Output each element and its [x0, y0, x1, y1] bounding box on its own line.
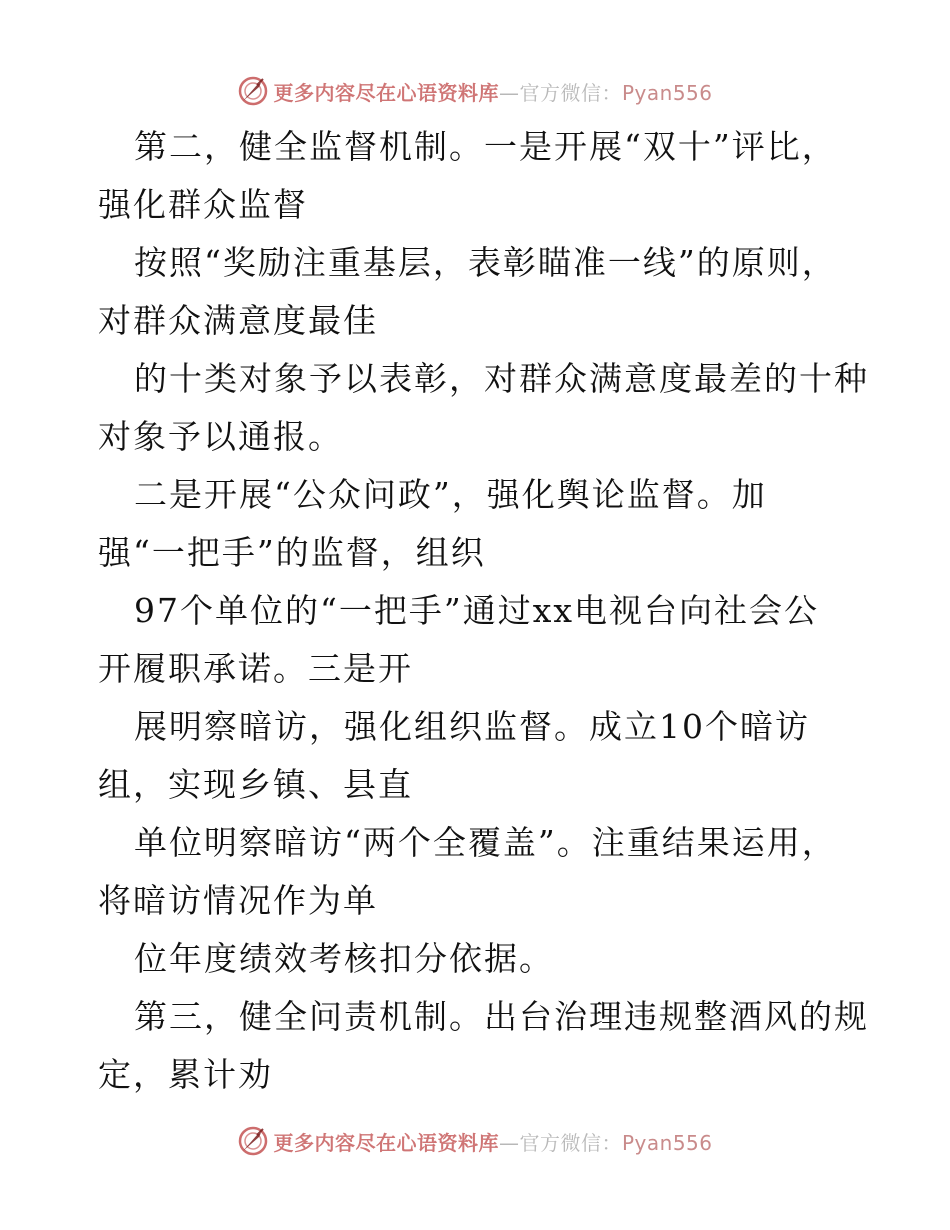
- paragraph-line: 的十类对象予以表彰，对群众满意度最差的十种: [134, 359, 869, 398]
- paragraph-line: 单位明察暗访“两个全覆盖”。注重结果运用，: [134, 823, 837, 862]
- paragraph-line: 二是开展“公众问政”，强化舆论监督。加: [134, 475, 767, 514]
- watermark-text: 更多内容尽在心语资料库—官方微信：Pyan556: [273, 80, 713, 105]
- header-watermark: [0, 71, 950, 111]
- watermark-text: 更多内容尽在心语资料库—官方微信：Pyan556: [273, 1130, 713, 1155]
- paragraph-line: 对群众满意度最佳: [98, 301, 378, 340]
- paragraph-line: 第三，健全问责机制。出台治理违规整酒风的规: [134, 997, 869, 1036]
- paragraph-line: 将暗访情况作为单: [98, 881, 378, 920]
- paragraph-line: 按照“奖励注重基层，表彰瞄准一线”的原则，: [134, 243, 837, 282]
- quill-seal-icon: [237, 1125, 269, 1157]
- paragraph-line: 定，累计劝: [98, 1055, 273, 1094]
- paragraph-line: 位年度绩效考核扣分依据。: [134, 939, 554, 978]
- paragraph-line: 强“一把手”的监督，组织: [98, 533, 486, 572]
- paragraph-line: 开履职承诺。三是开: [98, 649, 413, 688]
- quill-seal-icon: [237, 75, 269, 107]
- paragraph-line: 组，实现乡镇、县直: [98, 765, 413, 804]
- paragraph-line: 强化群众监督: [98, 185, 308, 224]
- paragraph-line: 第二，健全监督机制。一是开展“双十”评比，: [134, 127, 837, 166]
- paragraph-line: 97个单位的“一把手”通过xx电视台向社会公: [134, 591, 819, 630]
- paragraph-line: 展明察暗访，强化组织监督。成立10个暗访: [134, 707, 810, 746]
- paragraph-line: 对象予以通报。: [98, 417, 343, 456]
- footer-watermark: [0, 1121, 950, 1161]
